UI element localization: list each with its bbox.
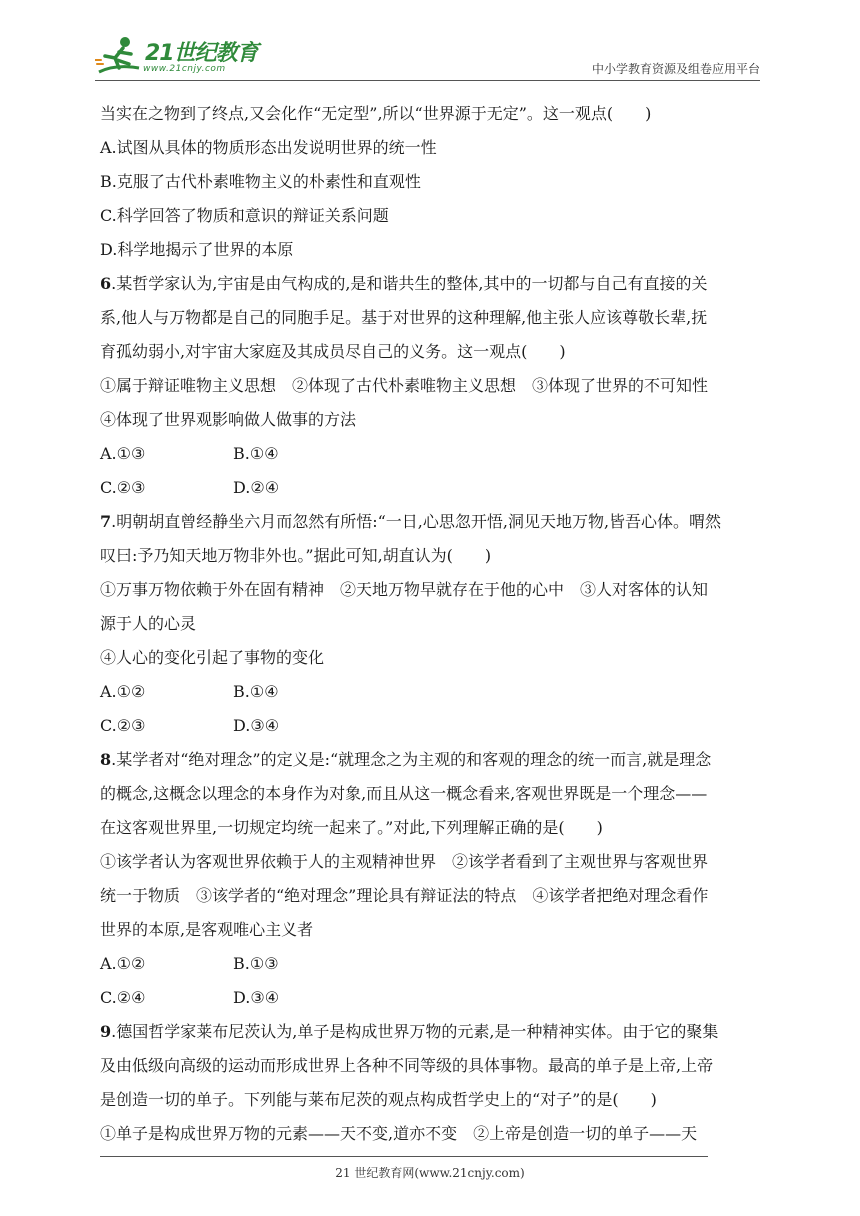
q6-statements-2: ④体现了世界观影响做人做事的方法 <box>100 410 357 429</box>
q6-option-c: C.②③ <box>100 478 146 497</box>
q7-stem-text: .明朝胡直曾经静坐六月而忽然有所悟:“一日,心思忽开悟,洞见天地万物,皆吾心体。喟然 <box>111 512 722 531</box>
platform-title: 中小学教育资源及组卷应用平台 <box>591 62 760 76</box>
q8-statements-3: 世界的本原,是客观唯心主义者 <box>100 920 314 939</box>
page-header <box>95 30 760 82</box>
q6-option-b: B.①④ <box>233 444 279 463</box>
q6-stem-line-2: 系,他人与万物都是自己的同胞手足。基于对世界的这种理解,他主张人应该尊敬长辈,抚 <box>100 308 708 327</box>
question-number: 8 <box>100 750 112 769</box>
q9-stem-line-3: 是创造一切的单子。下列能与莱布尼茨的观点构成哲学史上的“对子”的是( ) <box>100 1090 657 1109</box>
q7-options-row-1 <box>100 682 279 702</box>
footer-link[interactable]: 21 世纪教育网(www.21cnjy.com) <box>335 1166 525 1180</box>
logo-brand-text: 21世纪教育 <box>145 41 258 66</box>
q9-stem-line-2: 及由低级向高级的运动而形成世界上各种不同等级的具体事物。最高的单子是上帝,上帝 <box>100 1056 714 1075</box>
q8-statements-1: ①该学者认为客观世界依赖于人的主观精神世界 ②该学者看到了主观世界与客观世界 <box>100 852 709 871</box>
q6-options-row-2 <box>100 478 280 498</box>
q5-stem-line: 当实在之物到了终点,又会化作“无定型”,所以“世界源于无定”。这一观点( ) <box>100 104 652 123</box>
q5-option-d: D.科学地揭示了世界的本原 <box>100 240 294 259</box>
q8-option-d: D.③④ <box>233 988 280 1007</box>
q6-stem-line-3: 育孤幼弱小,对宇宙大家庭及其成员尽自己的义务。这一观点( ) <box>100 342 566 361</box>
q8-stem-text: .某学者对“绝对理念”的定义是:“就理念之为主观的和客观的理念的统一而言,就是理念 <box>111 750 712 769</box>
q6-option-d: D.②④ <box>233 478 280 497</box>
q7-stem-line-1 <box>100 512 721 532</box>
q8-stem-line-3: 在这客观世界里,一切规定均统一起来了。”对此,下列理解正确的是( ) <box>100 818 603 837</box>
q6-statements-1: ①属于辩证唯物主义思想 ②体现了古代朴素唯物主义思想 ③体现了世界的不可知性 <box>100 376 709 395</box>
q7-options-row-2 <box>100 716 280 736</box>
q6-options-row-1 <box>100 444 279 464</box>
q9-stem-text: .德国哲学家莱布尼茨认为,单子是构成世界万物的元素,是一种精神实体。由于它的聚集 <box>111 1022 719 1041</box>
header-divider <box>95 80 760 81</box>
q8-options-row-2 <box>100 988 280 1008</box>
q6-option-a: A.①③ <box>100 444 146 463</box>
q9-stem-line-1 <box>100 1022 718 1042</box>
logo-url-text: www.21cnjy.com <box>143 64 226 74</box>
q7-option-b: B.①④ <box>233 682 279 701</box>
q7-option-a: A.①② <box>100 682 146 701</box>
q8-stem-line-2: 的概念,这概念以理念的本身作为对象,而且从这一概念看来,客观世界既是一个理念—— <box>100 784 708 803</box>
q6-stem-text: .某哲学家认为,宇宙是由气构成的,是和谐共生的整体,其中的一切都与自己有直接的关 <box>111 274 708 293</box>
footer-divider <box>100 1156 708 1157</box>
q9-statements-1: ①单子是构成世界万物的元素——天不变,道亦不变 ②上帝是创造一切的单子——天 <box>100 1124 698 1143</box>
q5-option-c: C.科学回答了物质和意识的辩证关系问题 <box>100 206 389 225</box>
q8-stem-line-1 <box>100 750 711 770</box>
question-number: 9 <box>100 1022 112 1041</box>
q8-option-a: A.①② <box>100 954 146 973</box>
q5-option-b: B.克服了古代朴素唯物主义的朴素性和直观性 <box>100 172 421 191</box>
question-number: 6 <box>100 274 112 293</box>
q7-statements-3: ④人心的变化引起了事物的变化 <box>100 648 325 667</box>
q7-option-c: C.②③ <box>100 716 146 735</box>
q6-stem-line-1 <box>100 274 708 294</box>
q8-option-c: C.②④ <box>100 988 146 1007</box>
runner-logo-icon <box>95 34 143 78</box>
q7-statements-2: 源于人的心灵 <box>100 614 197 633</box>
q8-options-row-1 <box>100 954 279 974</box>
q8-option-b: B.①③ <box>233 954 279 973</box>
q8-statements-2: 统一于物质 ③该学者的“绝对理念”理论具有辩证法的特点 ④该学者把绝对理念看作 <box>100 886 709 905</box>
q7-option-d: D.③④ <box>233 716 280 735</box>
q5-option-a: A.试图从具体的物质形态出发说明世界的统一性 <box>100 138 437 157</box>
q7-stem-line-2: 叹曰:予乃知天地万物非外也。”据此可知,胡直认为( ) <box>100 546 492 565</box>
q7-statements-1: ①万事万物依赖于外在固有精神 ②天地万物早就存在于他的心中 ③人对客体的认知 <box>100 580 709 599</box>
question-number: 7 <box>100 512 112 531</box>
site-logo[interactable] <box>95 34 265 80</box>
